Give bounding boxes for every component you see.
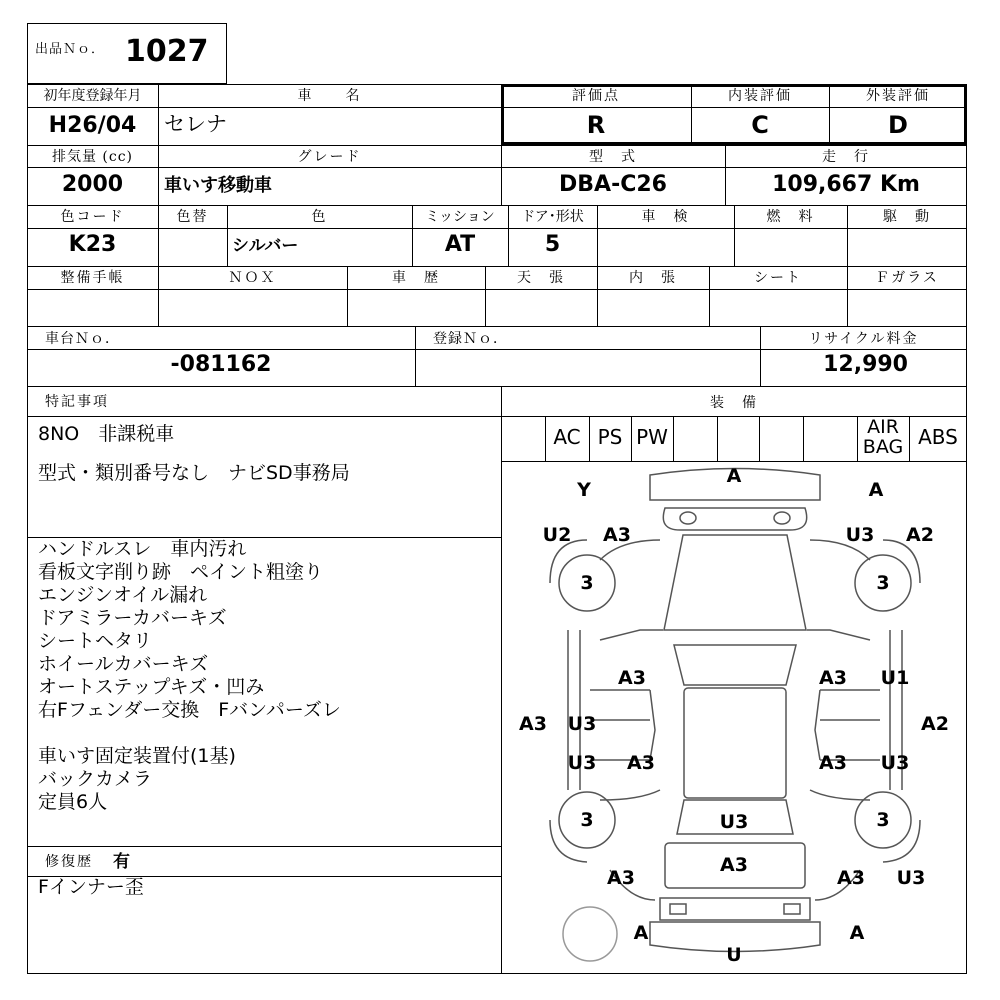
damage-mark: U3 xyxy=(567,713,597,735)
damage-mark: A2 xyxy=(906,524,934,546)
label-color-code: 色コード xyxy=(60,209,125,225)
label-special-notes: 特記事項 xyxy=(45,394,109,410)
damage-mark: A3 xyxy=(607,867,635,889)
note-line: 看板文字削り跡 ペイント粗塗り xyxy=(38,561,324,583)
label-repair-history: 修復歴 xyxy=(45,854,93,870)
damage-mark: A3 xyxy=(519,713,547,735)
exterior-grade-value: D xyxy=(888,111,908,139)
color-value: シルバー xyxy=(232,236,299,256)
label-model: 型 式 xyxy=(589,149,637,165)
damage-mark: 3 xyxy=(580,809,594,831)
repair-detail: Fインナー歪 xyxy=(38,876,144,898)
grade-value: 車いす移動車 xyxy=(164,175,272,196)
label-transmission: ミッション xyxy=(425,209,495,225)
damage-mark: A3 xyxy=(603,524,631,546)
equipment-item: AC xyxy=(553,425,581,449)
damage-mark: A3 xyxy=(819,667,847,689)
label-mileage: 走 行 xyxy=(822,149,870,165)
label-equipment: 装 備 xyxy=(710,395,758,411)
note-line: バックカメラ xyxy=(38,768,153,790)
note-line: 型式・類別番号なし ナビSD事務局 xyxy=(38,462,350,484)
label-grade: グレード xyxy=(297,149,362,165)
damage-mark: Y xyxy=(577,479,591,501)
first-registration-value: H26/04 xyxy=(48,113,137,138)
displacement-value: 2000 xyxy=(61,172,124,197)
note-line: 8NO 非課税車 xyxy=(38,423,175,445)
label-chassis-number: 車台Ｎｏ． xyxy=(45,331,120,347)
label-seat: シート xyxy=(754,270,802,286)
label-recycle-fee: リサイクル料金 xyxy=(808,331,919,347)
chassis-number-value: -081162 xyxy=(170,352,272,377)
recycle-fee-value: 12,990 xyxy=(823,352,908,377)
label-front-glass: Ｆガラス xyxy=(875,270,939,286)
damage-mark: A3 xyxy=(720,854,748,876)
note-line: ホイールカバーキズ xyxy=(38,653,209,675)
label-displacement: 排気量 (cc) xyxy=(51,149,134,165)
color-code-value: K23 xyxy=(68,232,117,257)
label-door-shape: ドア･形状 xyxy=(521,209,584,225)
label-car-name: 車 名 xyxy=(297,88,362,104)
interior-grade-value: C xyxy=(751,111,769,139)
note-line: ドアミラーカバーキズ xyxy=(38,607,227,629)
transmission-value: AT xyxy=(444,232,476,257)
note-line: 定員6人 xyxy=(38,791,108,813)
damage-mark: U3 xyxy=(567,752,597,774)
label-grade-point: 評価点 xyxy=(572,88,620,104)
mileage-value: 109,667 Km xyxy=(772,172,920,197)
note-line: 右Fフェンダー交換 Fバンパーズレ xyxy=(38,699,341,721)
label-exterior-grade: 外装評価 xyxy=(866,88,930,104)
label-nox: ＮＯＸ xyxy=(228,270,277,286)
equipment-item: PW xyxy=(636,425,668,449)
damage-mark: A xyxy=(868,479,884,501)
lot-number: 1027 xyxy=(125,34,209,69)
note-line: シートヘタリ xyxy=(38,630,153,652)
damage-mark: A3 xyxy=(627,752,655,774)
grade-point-value: R xyxy=(586,111,606,139)
damage-mark: A3 xyxy=(819,752,847,774)
damage-mark: A3 xyxy=(618,667,646,689)
damage-mark: U3 xyxy=(719,811,749,833)
door-value: 5 xyxy=(544,232,561,257)
equipment-item: AIR BAG xyxy=(862,416,904,458)
label-first-registration: 初年度登録年月 xyxy=(43,88,142,104)
label-repaint: 色替 xyxy=(176,209,209,225)
note-line: エンジンオイル漏れ xyxy=(38,584,208,606)
damage-mark: U3 xyxy=(896,867,926,889)
car-name-value: セレナ xyxy=(164,112,227,136)
label-drive: 駆 動 xyxy=(883,209,931,225)
damage-mark: A xyxy=(633,922,649,944)
label-history: 車 歴 xyxy=(392,270,440,286)
equipment-item: ABS xyxy=(918,425,958,449)
label-color: 色 xyxy=(311,209,328,225)
label-interior-grade: 内装評価 xyxy=(728,88,792,104)
note-line: ハンドルスレ 車内汚れ xyxy=(38,538,247,560)
label-fuel: 燃 料 xyxy=(766,209,815,225)
damage-mark: A xyxy=(849,922,865,944)
note-line: 車いす固定装置付(1基) xyxy=(38,745,236,767)
damage-mark: U3 xyxy=(845,524,875,546)
damage-mark: U3 xyxy=(880,752,910,774)
damage-mark: A3 xyxy=(837,867,865,889)
damage-mark: 3 xyxy=(580,572,594,594)
label-registration-number: 登録Ｎｏ． xyxy=(433,331,508,347)
note-line: オートステップキズ・凹み xyxy=(38,676,265,698)
label-inspection: 車 検 xyxy=(641,209,690,225)
damage-mark: 3 xyxy=(876,809,890,831)
repair-history-value: 有 xyxy=(113,852,130,872)
label-maintenance-book: 整備手帳 xyxy=(60,270,125,286)
damage-mark: A2 xyxy=(921,713,949,735)
label-roof-lining: 天 張 xyxy=(517,270,565,286)
damage-mark: 3 xyxy=(876,572,890,594)
damage-mark: U xyxy=(726,944,742,966)
damage-mark: U2 xyxy=(542,524,572,546)
damage-mark: U1 xyxy=(880,667,910,689)
label-interior-trim: 内 張 xyxy=(629,270,677,286)
damage-mark: A xyxy=(726,465,742,487)
lot-label: 出品Ｎｏ． xyxy=(35,42,106,57)
model-value: DBA-C26 xyxy=(559,172,667,197)
equipment-item: PS xyxy=(597,425,623,449)
